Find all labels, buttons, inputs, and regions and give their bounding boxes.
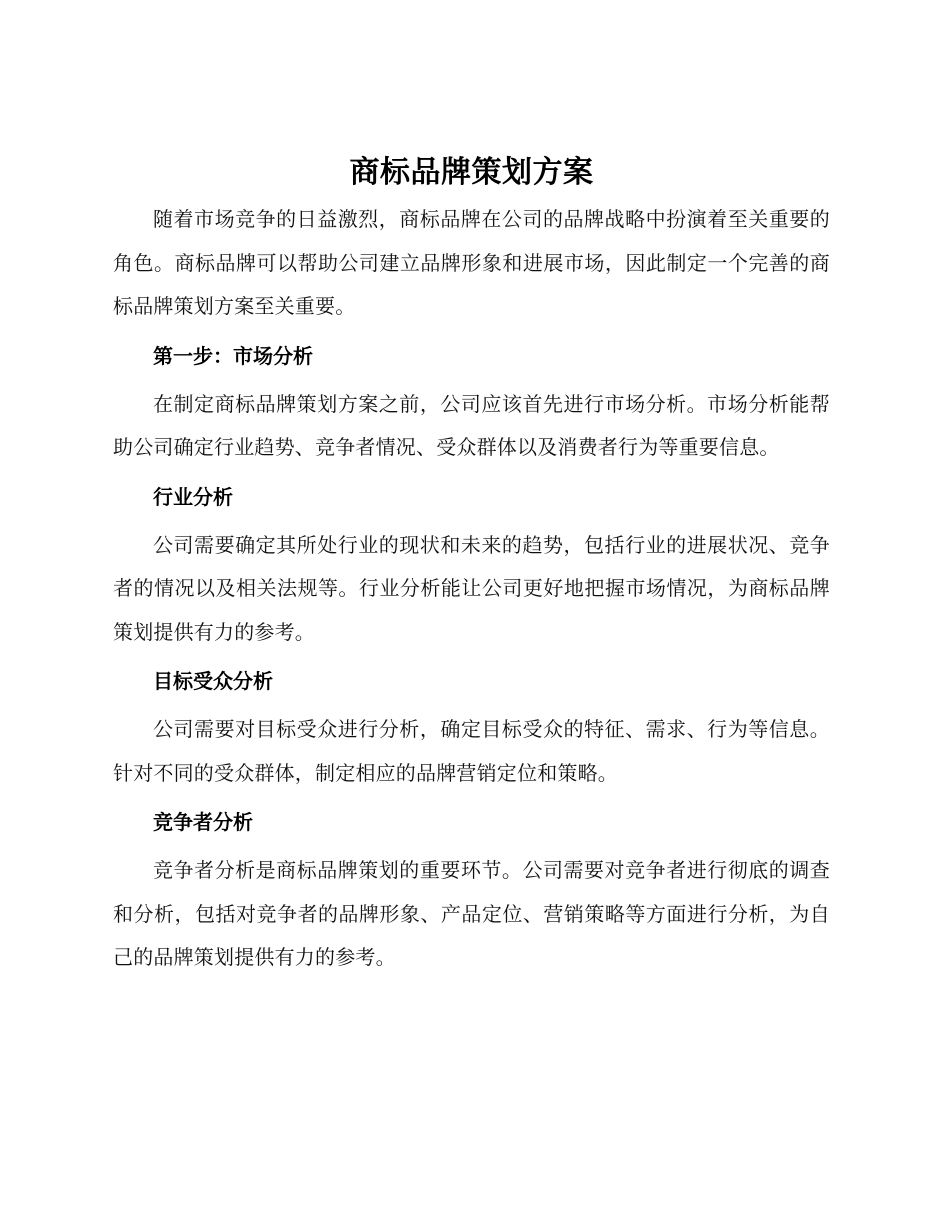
document-content — [113, 150, 830, 980]
intro-paragraph: 随着市场竞争的日益激烈，商标品牌在公司的品牌战略中扮演着至关重要的角色。商标品牌可以帮助公司建立品牌形象和进展市场，因此制定一个完善的商标品牌策划方案至关重要。 — [113, 207, 830, 318]
section-body-competitor-analysis: 竞争者分析是商标品牌策划的重要环节。公司需要对竞争者进行彻底的调查和分析，包括对竞争者的品牌形象、产品定位、营销策略等方面进行分析，为自己的品牌策划提供有力的参考。 — [113, 858, 830, 969]
section-heading-industry-analysis: 行业分析 — [153, 484, 233, 509]
document-title: 商标品牌策划方案 — [349, 155, 594, 190]
section-body-industry-analysis: 公司需要确定其所处行业的现状和未来的趋势，包括行业的进展状况、竞争者的情况以及相关法规等。行业分析能让公司更好地把握市场情况，为商标品牌策划提供有力的参考。 — [113, 532, 830, 644]
section-heading-audience-analysis: 目标受众分析 — [153, 669, 273, 693]
section-body-market-analysis: 在制定商标品牌策划方案之前，公司应该首先进行市场分析。市场分析能帮助公司确定行业趋势、竞争者情况、受众群体以及消费者行为等重要信息。 — [113, 391, 830, 459]
section-body-audience-analysis: 公司需要对目标受众进行分析，确定目标受众的特征、需求、行为等信息。针对不同的受众群体，制定相应的品牌营销定位和策略。 — [113, 717, 830, 785]
section-heading-competitor-analysis: 竞争者分析 — [153, 810, 253, 834]
section-heading-market-analysis: 第一步：市场分析 — [153, 343, 313, 368]
